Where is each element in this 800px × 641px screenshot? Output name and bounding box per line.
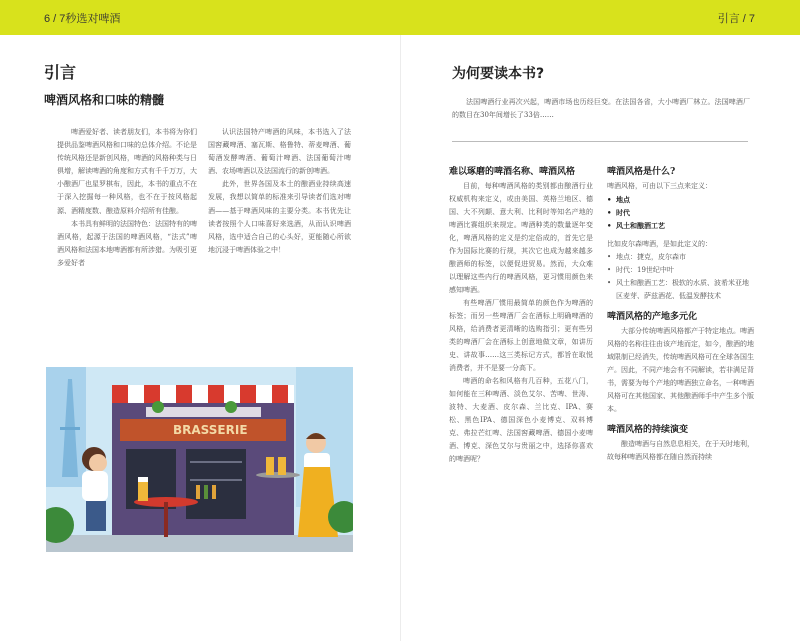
heading-beer-names: 难以琢磨的啤酒名称、啤酒风格 xyxy=(449,167,576,177)
paragraph: 认识法国特产啤酒的风味，本书选入了法国窖藏啤酒、塞瓦斯、格鲁特、蒂麦啤酒、葡萄酒发酵啤酒、葡萄汁啤酒、法国葡萄汁啤酒、农场啤酒以及法国流行的新创啤酒。 xyxy=(208,128,351,176)
definition-list xyxy=(607,193,754,232)
right-column-2 xyxy=(607,164,754,464)
paragraph: 有些啤酒厂惯用最简单的颜色作为啤酒的标签；而另一些啤酒厂会在酒标上明确啤酒的风格，给消费者更清晰的选购指引；更有些另类的啤酒厂会在酒标上创意地做文章，如讲历史、讲故事……这三类标记方式，都旨在取悦消费者，并不是要一分高下。 xyxy=(449,299,593,372)
paragraph: 啤酒爱好者、读者朋友们，本书将为你们提供品鉴啤酒风格和口味的总体介绍。不论是传统风格还是新创风格，啤酒的风格种类与日俱增，解读啤酒的角度和方式有千千万万，大小酿酒厂也星罗棋布，因此，本书的重点不在于深入挖掘每一种风格，也不在于按风格起源、酒精度数、酿造原料介绍所有佳酿。 xyxy=(57,128,197,215)
column-text xyxy=(607,325,754,416)
paragraph: 法国啤酒行业再次兴起，啤酒市场也历经巨变。在法国各省，大小啤酒厂林立。法国啤酒厂的数目在30年间增长了33倍…… xyxy=(452,98,750,120)
page-title: 为何要读本书? xyxy=(452,66,545,82)
left-column-1 xyxy=(57,126,197,270)
left-column-2 xyxy=(208,126,351,257)
list-item: • 地点 xyxy=(607,193,754,206)
paragraph: 此外，世界各国及本土的酿酒业持续高速发展，我想以简单的标准来引导读者们选对啤酒——基于啤酒风味的主要分类。本书优先让读者按照个人口味喜好来选酒，从而认识啤酒风格，选中适合自己的心头好，更能随心所欲地沉浸于啤酒体验之中！ xyxy=(208,180,351,254)
lead-text: 啤酒风格，可由以下三点来定义： xyxy=(607,182,712,190)
list-item: • 时代 xyxy=(607,206,754,219)
paragraph: 酿造啤酒与自然息息相关，在于天时地利，故每种啤酒风格都在随自然而持续 xyxy=(607,440,754,461)
list-item: • 风土和酿酒工艺 xyxy=(607,219,754,232)
page-gutter xyxy=(400,35,401,641)
paragraph: 大部分传统啤酒风格都产于特定地点。啤酒风格的名称往往由该产地而定，如今，酿酒的地域限制已经消失，传统啤酒风格可在全球各国生产。因此，不同产地会有不同解读，若非满足背书，需要为每个产地的啤酒独立命名，一种啤酒风格可在其他国家、其他酿酒师手中产生多个版本。 xyxy=(607,327,754,413)
column-text xyxy=(449,180,593,466)
brasserie-illustration xyxy=(46,367,353,552)
list-item: • 时代：19世纪中叶 xyxy=(607,264,754,277)
divider-rule xyxy=(452,141,748,142)
running-header-right: 引言 / 7 xyxy=(717,13,755,25)
header-bar xyxy=(0,0,800,35)
heading-origin-diversity: 啤酒风格的产地多元化 xyxy=(607,312,698,322)
section-title: 引言 xyxy=(44,63,77,82)
list-item: • 风土和酿酒工艺：极软的水质、波希米亚地区麦芽、萨兹酒花、低温发酵技术 xyxy=(607,277,754,303)
heading-evolution: 啤酒风格的持续演变 xyxy=(607,425,689,435)
pilsner-list xyxy=(607,251,754,303)
running-header-left: 6 / 7秒选对啤酒 xyxy=(44,13,121,25)
right-column-1 xyxy=(449,164,593,466)
section-subtitle: 啤酒风格和口味的精髓 xyxy=(44,93,165,107)
lead-text: 比如皮尔森啤酒，是如此定义的： xyxy=(607,240,712,248)
paragraph: 目前，每种啤酒风格的类别都由酿酒行业权威机构来定义，或由美国、英格兰地区、德国、大不列颠、意大利、比利时等知名产地的啤酒比赛组织来规定。啤酒种类的数量逐年变化，啤酒风格的定义是约定俗成的，首先它是作为国际比赛的行规，其次它也成为越来越多酿酒师的标签，以便促进贸易。然而，大众难以理解这些内行的啤酒风格，更习惯用颜色来感知啤酒。 xyxy=(449,182,593,294)
paragraph: 本书具有鲜明的法国特色：法国特有的啤酒风格，起源于法国的啤酒风格，“法式”啤酒风格和法国本地啤酒都有所涉猎。为吸引更多爱好者 xyxy=(57,219,197,267)
column-text xyxy=(607,438,754,464)
paragraph: 啤酒的命名和风格有几百种，五花八门，如何能在三种啤酒、淡色艾尔、苦啤、世涛、波特、大麦酒、皮尔森、兰比克、IPA、赛松、黑色IPA、德国深色小麦博克、双料博克、弗拉芒红啤、法国窖藏啤酒、德国小麦啤酒、博克、深色艾尔与贵丽之中，选择你喜欢的啤酒呢？ xyxy=(449,377,593,463)
list-item: • 地点：捷克，皮尔森市 xyxy=(607,251,754,264)
brasserie-sign-text: BRASSERIE xyxy=(173,423,248,437)
heading-what-is-style: 啤酒风格是什么? xyxy=(607,167,676,177)
intro-paragraph xyxy=(452,96,750,122)
